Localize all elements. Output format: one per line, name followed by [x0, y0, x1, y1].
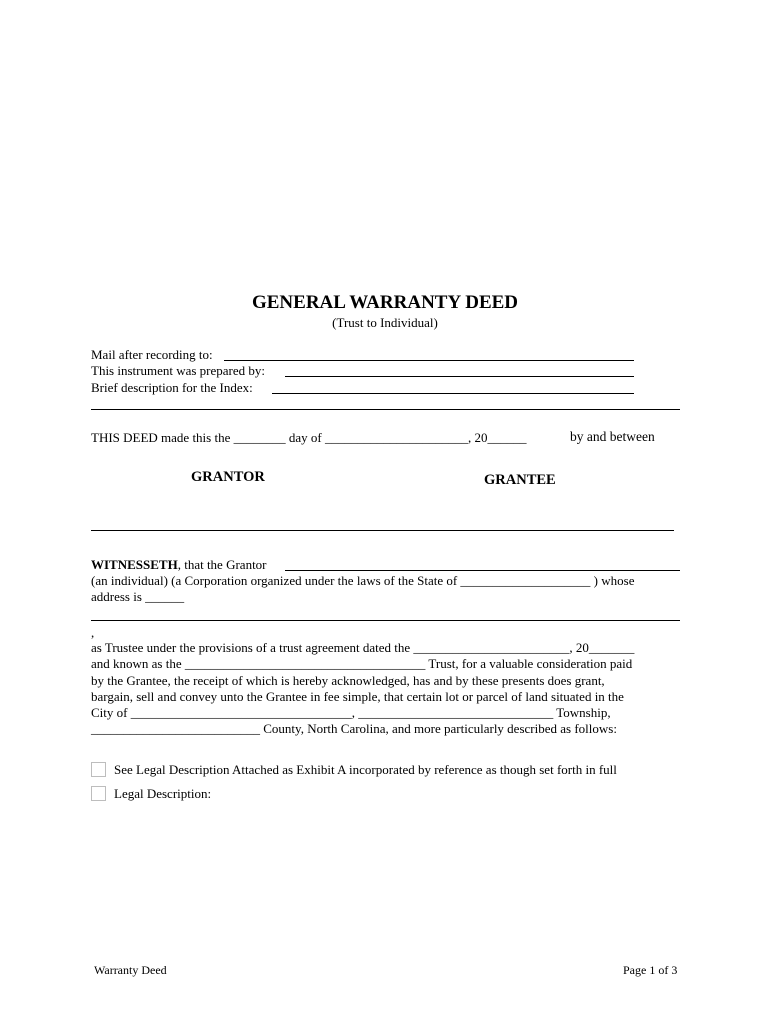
mail-after-label: Mail after recording to: [91, 347, 213, 362]
exhibit-a-label: See Legal Description Attached as Exhibit A incorporated by reference as though set forth in full [114, 762, 617, 777]
witnesseth-comma: , [91, 625, 95, 640]
by-and-between-text: by and between [570, 429, 655, 444]
legal-description-checkbox[interactable] [91, 786, 106, 801]
deed-date-line: THIS DEED made this the ________ day of ______________________, 20______ [91, 430, 527, 445]
witnesseth-line-9: City of __________________________________, ______________________________ Township, [91, 705, 611, 720]
document-title: GENERAL WARRANTY DEED [251, 292, 519, 313]
brief-description-label: Brief description for the Index: [91, 380, 253, 395]
prepared-by-field[interactable] [285, 376, 634, 377]
grantor-name-field[interactable] [285, 570, 680, 571]
grantor-heading: GRANTOR [191, 469, 265, 485]
document-subtitle: (Trust to Individual) [332, 315, 438, 330]
footer-page-number: Page 1 of 3 [623, 963, 678, 977]
exhibit-a-checkbox[interactable] [91, 762, 106, 777]
address-field[interactable] [91, 620, 680, 621]
witnesseth-line-2: (an individual) (a Corporation organized under the laws of the State of ____________________ ) whose [91, 573, 635, 588]
witnesseth-line-7: by the Grantee, the receipt of which is hereby acknowledged, has and by these presents does grant, [91, 673, 605, 688]
parties-divider [91, 530, 674, 531]
header-divider [91, 409, 680, 410]
witnesseth-line-1-rest: , that the Grantor [177, 557, 267, 572]
legal-description-label: Legal Description: [114, 786, 212, 801]
witnesseth-line-5: as Trustee under the provisions of a trust agreement dated the ________________________, 20_______ [91, 640, 635, 655]
witnesseth-line-1 [91, 557, 267, 573]
grantee-heading: GRANTEE [484, 472, 556, 488]
witnesseth-bold: WITNESSETH [91, 557, 178, 572]
witnesseth-line-6: and known as the _____________________________________ Trust, for a valuable consideration paid [91, 656, 633, 671]
witnesseth-line-3: address is ______ [91, 589, 185, 604]
brief-description-field[interactable] [272, 393, 634, 394]
footer-doc-name: Warranty Deed [94, 963, 167, 977]
witnesseth-line-10: __________________________ County, North Carolina, and more particularly described as follows: [91, 721, 617, 736]
prepared-by-label: This instrument was prepared by: [91, 363, 266, 378]
witnesseth-line-8: bargain, sell and convey unto the Grantee in fee simple, that certain lot or parcel of land situated in the [91, 689, 624, 704]
mail-after-field[interactable] [224, 360, 634, 361]
